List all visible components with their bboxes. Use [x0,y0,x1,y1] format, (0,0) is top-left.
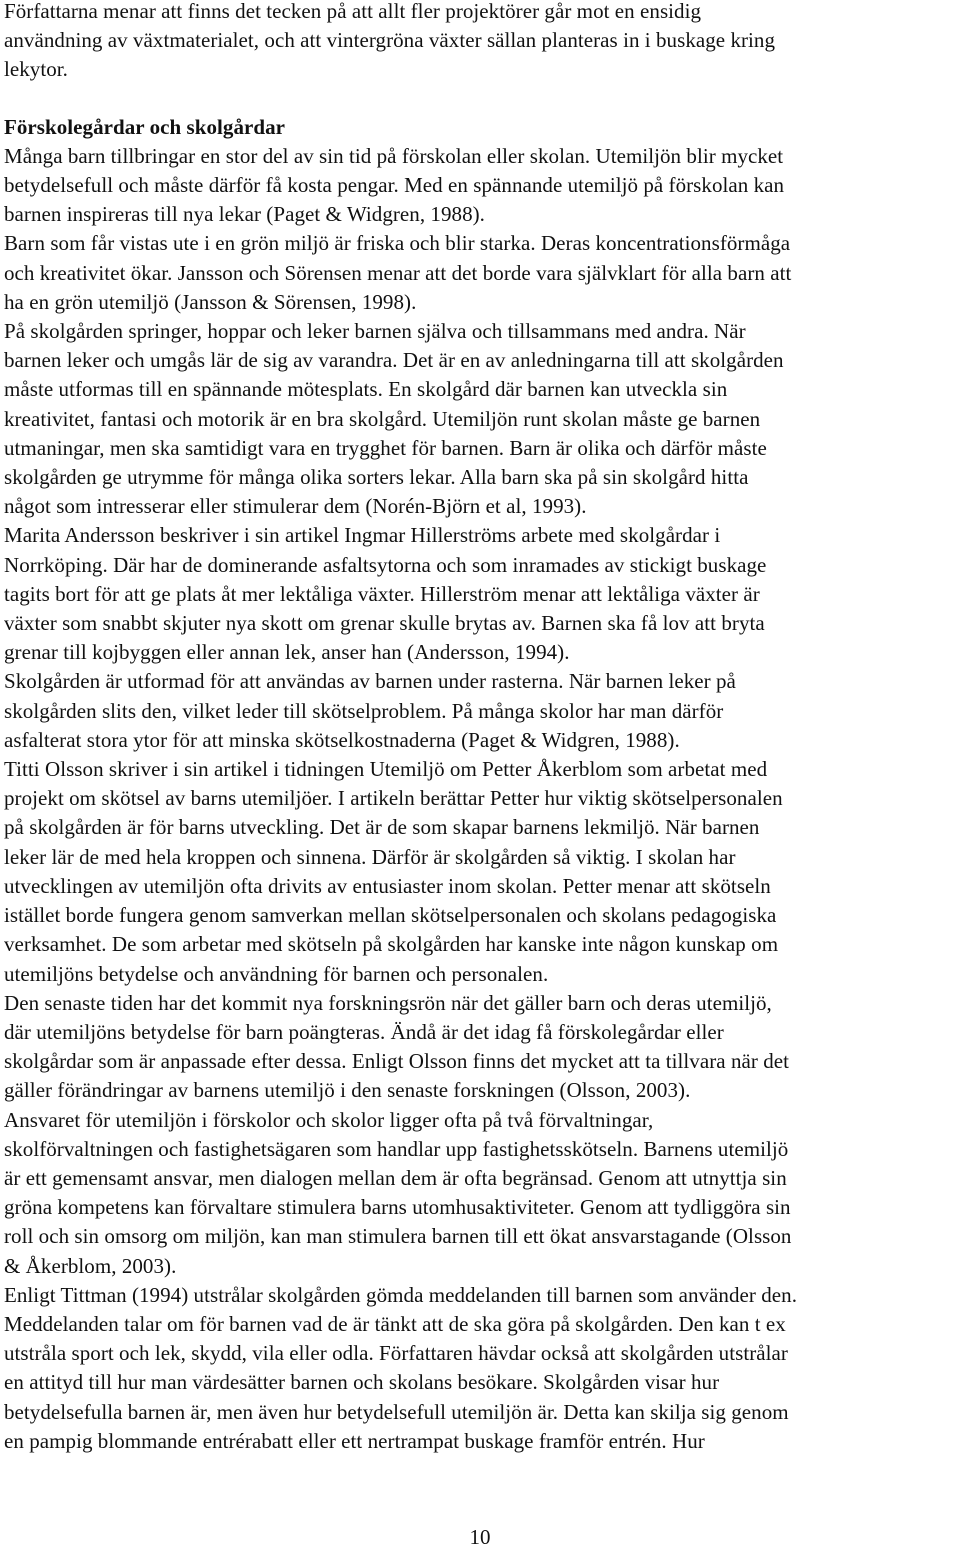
text-line: skolgården ge utrymme för många olika sorters lekar. Alla barn ska på sin skolgård hitta [4,465,749,490]
text-line: projekt om skötsel av barns utemiljöer. I artikeln berättar Petter hur viktig skötselpersonalen [4,786,783,811]
text-line: utmaningar, men ska samtidigt vara en trygghet för barnen. Barn är olika och därför måste [4,435,767,460]
text-line: utstråla sport och lek, skydd, vila eller odla. Författaren hävdar också att skolgården utstrålar [4,1341,788,1366]
text-line: barnen leker och umgås lär de sig av varandra. Det är en av anledningarna till att skolgården [4,348,784,373]
section-body [4,142,958,1456]
text-line: skolförvaltningen och fastighetsägaren som handlar upp fastighetsskötseln. Barnens utemiljö [4,1136,789,1161]
text-line: leker lär de med hela kroppen och sinnena. Därför är skolgården så viktig. I skolan har [4,844,736,869]
text-line: skolgården slits den, vilket leder till skötselproblem. På många skolor har man därför [4,698,724,723]
text-line: På skolgården springer, hoppar och leker barnen själva och tillsammans med andra. När [4,319,746,344]
text-line: betydelsefulla barnen är, men även hur betydelsefull utemiljön är. Detta kan skilja sig genom [4,1399,789,1424]
text-line: Många barn tillbringar en stor del av sin tid på förskolan eller skolan. Utemiljön blir mycket [4,143,784,168]
text-line: växter som snabbt skjuter nya skott om grenar skulle brytas av. Barnen ska få lov att bryta [4,611,765,636]
text-line: roll och sin omsorg om miljön, kan man stimulera barnen till ett ökat ansvarstagande (Olsson [4,1224,792,1249]
text-line: barnen inspireras till nya lekar (Paget & Widgren, 1988). [4,202,485,227]
text-line: lekytor. [4,57,68,82]
text-line: utvecklingen av utemiljön ofta drivits av entusiaster inom skolan. Petter menar att skötseln [4,873,771,898]
text-line: Meddelanden talar om för barnen vad de är tänkt att de ska göra på skolgården. Den kan t ex [4,1311,786,1336]
text-line: kreativitet, fantasi och motorik är en bra skolgård. Utemiljön runt skolan måste ge barnen [4,406,761,431]
text-line: användning av växtmaterialet, och att vintergröna växter sällan planteras in i buskage kring [4,28,776,53]
text-line: och kreativitet ökar. Jansson och Sörensen menar att det borde vara självklart för alla barn att [4,260,792,285]
text-line: asfalterat stora ytor för att minska skötselkostnaderna (Paget & Widgren, 1988). [4,727,680,752]
text-line: Den senaste tiden har det kommit nya forskningsrön när det gäller barn och deras utemiljö, [4,990,772,1015]
text-line: Skolgården är utformad för att användas av barnen under rasterna. När barnen leker på [4,669,736,694]
text-line: Titti Olsson skriver i sin artikel i tidningen Utemiljö om Petter Åkerblom som arbetat med [4,757,768,782]
text-line: där utemiljöns betydelse för barn poängteras. Ändå är det idag få förskolegårdar eller [4,1019,724,1044]
intro-paragraph [4,0,958,85]
text-line: Marita Andersson beskriver i sin artikel Ingmar Hillerströms arbete med skolgårdar i [4,523,721,548]
text-line: på skolgården är för barns utveckling. Det är de som skapar barnens lekmiljö. När barnen [4,815,760,840]
text-line: & Åkerblom, 2003). [4,1253,177,1278]
text-line: betydelsefull och måste därför få kosta pengar. Med en spännande utemiljö på förskolan kan [4,173,785,198]
text-line: grenar till kojbyggen eller annan lek, anser han (Andersson, 1994). [4,640,570,665]
text-line: Författarna menar att finns det tecken på att allt fler projektörer går mot en ensidig [4,0,702,23]
paragraph-spacer [4,85,958,113]
text-line: Enligt Tittman (1994) utstrålar skolgården gömda meddelanden till barnen som använder den. [4,1282,797,1307]
text-line: en attityd till hur man värdesätter barnen och skolans besökare. Skolgården visar hur [4,1370,720,1395]
text-line: gröna kompetens kan förvaltare stimulera barns utomhusaktiviteter. Genom att tydliggöra sin [4,1195,791,1220]
text-line: en pampig blommande entrérabatt eller ett nertrampat buskage framför entrén. Hur [4,1428,705,1453]
text-line: är ett gemensamt ansvar, men dialogen mellan dem är ofta begränsad. Genom att utnyttja sin [4,1165,787,1190]
page-number: 10 [469,1525,491,1549]
text-line: Barn som får vistas ute i en grön miljö är friska och blir starka. Deras koncentrationsförmåga [4,231,791,256]
text-line: istället borde fungera genom samverkan mellan skötselpersonalen och skolans pedagogiska [4,903,777,928]
text-line: verksamhet. De som arbetar med skötseln på skolgården har kanske inte någon kunskap om [4,932,779,957]
text-line: ha en grön utemiljö (Jansson & Sörensen, 1998). [4,289,417,314]
text-line: gäller förändringar av barnens utemiljö i den senaste forskningen (Olsson, 2003). [4,1078,691,1103]
text-line: något som intresserar eller stimulerar dem (Norén-Björn et al, 1993). [4,494,587,519]
document-page [4,0,958,1456]
text-line: skolgårdar som är anpassade efter dessa. Enligt Olsson finns det mycket att ta tillvara när det [4,1049,790,1074]
section-heading: Förskolegårdar och skolgårdar [4,114,286,139]
text-line: Norrköping. Där har de dominerande asfaltsytorna och som inramades av stickigt buskage [4,552,767,577]
text-line: måste utformas till en spännande mötesplats. En skolgård där barnen kan utveckla sin [4,377,728,402]
text-line: tagits bort för att ge plats åt mer lektåliga växter. Hillerström menar att lektåliga växter är [4,581,760,606]
text-line: Ansvaret för utemiljön i förskolor och skolor ligger ofta på två förvaltningar, [4,1107,654,1132]
text-line: utemiljöns betydelse och användning för barnen och personalen. [4,961,549,986]
